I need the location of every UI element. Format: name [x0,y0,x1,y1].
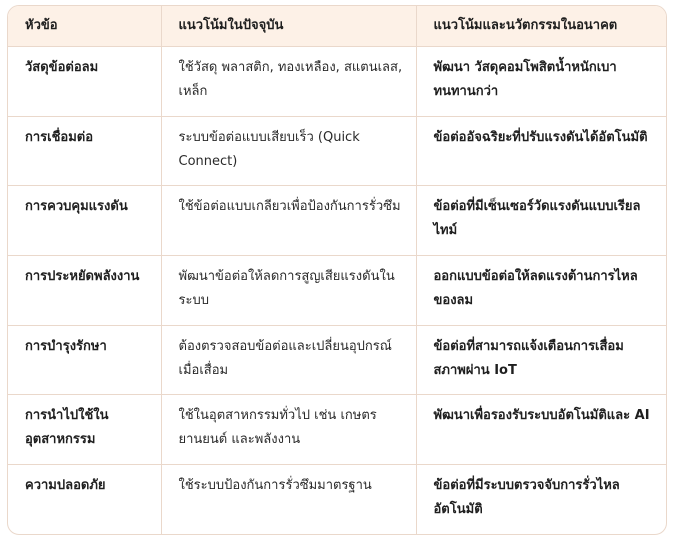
header-future-trend: แนวโน้มและนวัตกรรมในอนาคต [416,6,666,47]
cell-future: ออกแบบข้อต่อให้ลดแรงต้านการไหลของลม [416,255,666,325]
cell-current: ระบบข้อต่อแบบเสียบเร็ว (Quick Connect) [161,116,416,186]
cell-current: ใช้ข้อต่อแบบเกลียวเพื่อป้องกันการรั่วซึม [161,186,416,256]
table-row [8,255,666,325]
cell-topic: การเชื่อมต่อ [8,116,161,186]
cell-future: ข้อต่อที่มีเซ็นเซอร์วัดแรงดันแบบเรียลไทม์ [416,186,666,256]
cell-current: พัฒนาข้อต่อให้ลดการสูญเสียแรงดันในระบบ [161,255,416,325]
comparison-table-container [7,5,667,535]
table-row [8,395,666,465]
cell-future: พัฒนาเพื่อรองรับระบบอัตโนมัติและ AI [416,395,666,465]
table-header-row [8,6,666,47]
cell-current: ต้องตรวจสอบข้อต่อและเปลี่ยนอุปกรณ์เมื่อเสื่อม [161,325,416,395]
cell-topic: การนำไปใช้ในอุตสาหกรรม [8,395,161,465]
cell-future: ข้อต่ออัจฉริยะที่ปรับแรงดันได้อัตโนมัติ [416,116,666,186]
cell-future: พัฒนา วัสดุคอมโพสิตน้ำหนักเบา ทนทานกว่า [416,47,666,117]
cell-topic: การบำรุงรักษา [8,325,161,395]
table-row [8,116,666,186]
cell-current: ใช้ในอุตสาหกรรมทั่วไป เช่น เกษตร ยานยนต์ และพลังงาน [161,395,416,465]
header-topic: หัวข้อ [8,6,161,47]
cell-future: ข้อต่อที่มีระบบตรวจจับการรั่วไหลอัตโนมัติ [433,477,620,517]
table-row [8,464,666,534]
header-current-trend: แนวโน้มในปัจจุบัน [161,6,416,47]
table-row [8,47,666,117]
cell-current: ใช้วัสดุ พลาสติก, ทองเหลือง, สแตนเลส, เหล็ก [161,47,416,117]
cell-future: ข้อต่อที่สามารถแจ้งเตือนการเสื่อมสภาพผ่าน IoT [416,325,666,395]
table-row [8,186,666,256]
table-row [8,325,666,395]
cell-topic: การประหยัดพลังงาน [8,255,161,325]
cell-current: ใช้ระบบป้องกันการรั่วซึมมาตรฐาน [161,464,416,534]
comparison-table [8,6,666,534]
cell-topic: วัสดุข้อต่อลม [8,47,161,117]
cell-topic: การควบคุมแรงดัน [8,186,161,256]
cell-topic: ความปลอดภัย [8,464,161,534]
